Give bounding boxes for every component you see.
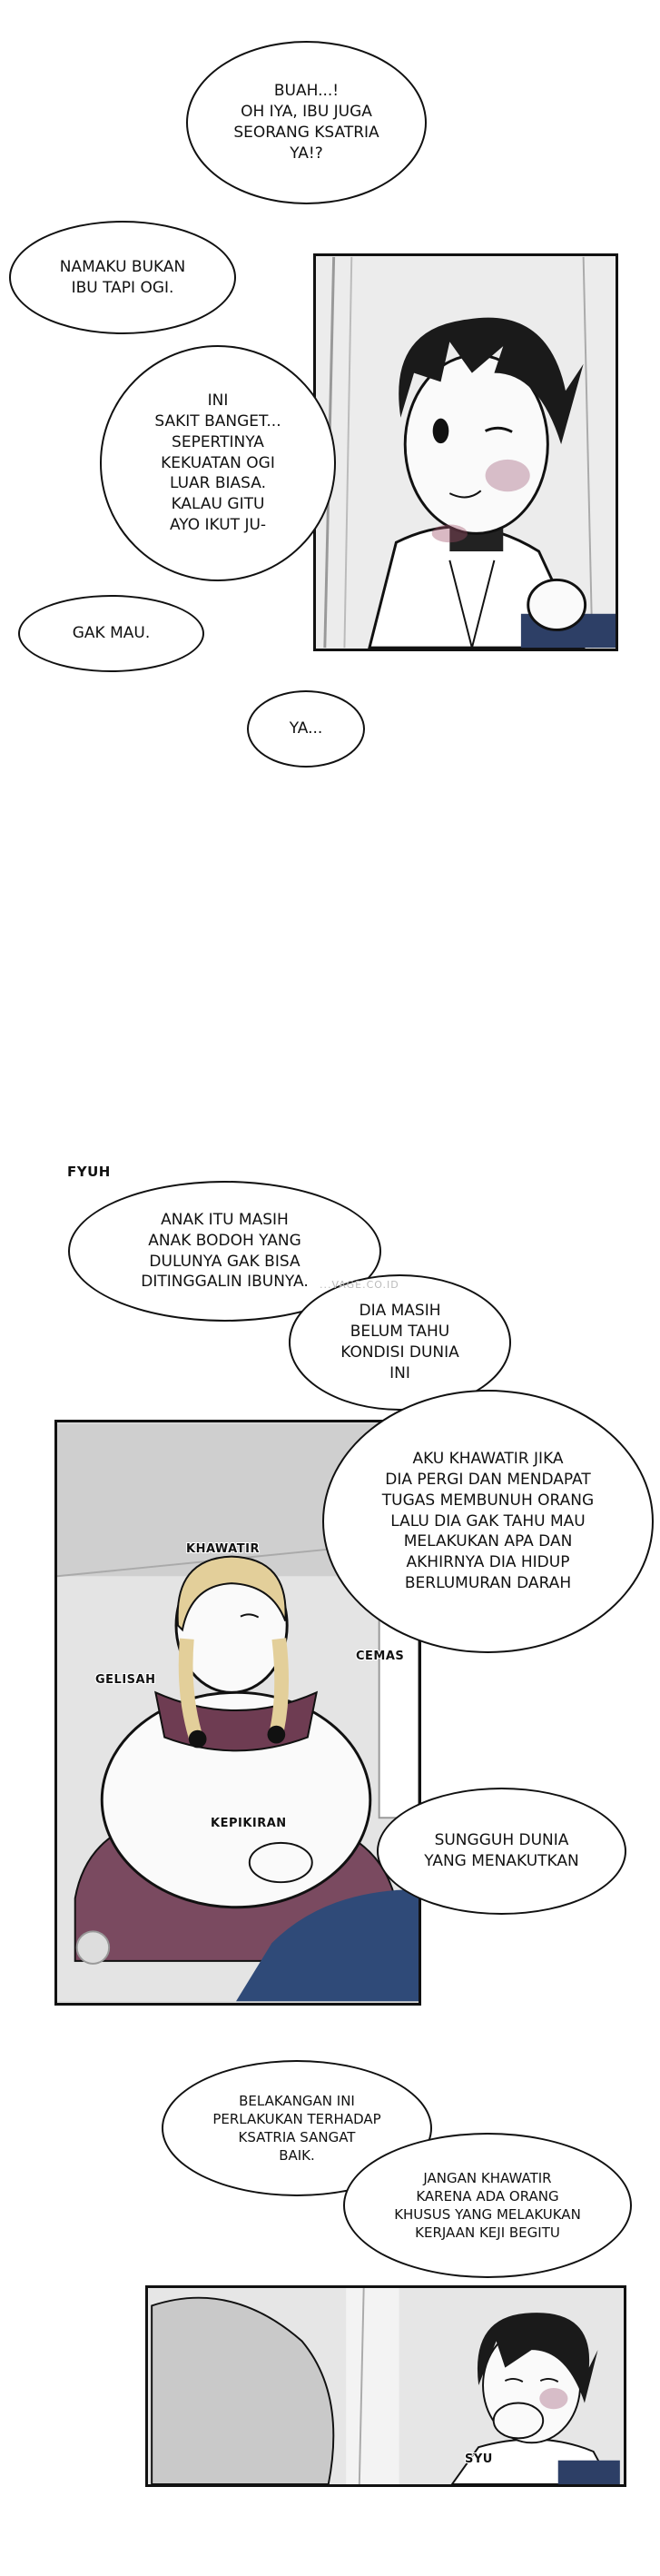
speech-bubble-namaku bbox=[9, 221, 236, 334]
speech-text: JANGAN KHAWATIR KARENA ADA ORANG KHUSUS YANG MELAKUKAN KERJAAN KEJI BEGITU bbox=[394, 2169, 581, 2242]
speech-text: NAMAKU BUKAN IBU TAPI OGI. bbox=[59, 257, 186, 297]
speech-text: YA... bbox=[289, 719, 323, 738]
speech-text: AKU KHAWATIR JIKA DIA PERGI DAN MENDAPAT TUGAS MEMBUNUH ORANG LALU DIA GAK TAHU MAU MELAKUKAN APA DAN AKHIRNYA DIA HIDUP BERLUMURAN DARAH bbox=[381, 1449, 595, 1593]
sfx-khawatir: KHAWATIR bbox=[186, 1542, 260, 1556]
panel-boy-covering-mouth-art bbox=[148, 2288, 624, 2484]
speech-bubble-aku-khawatir bbox=[322, 1390, 654, 1653]
sfx-fyuh: FYUH bbox=[67, 1164, 111, 1180]
speech-bubble-jangan-khawatir bbox=[343, 2133, 632, 2278]
panel-boy-bruised-art bbox=[316, 256, 616, 649]
sfx-gelisah: GELISAH bbox=[95, 1673, 156, 1687]
sfx-cemas: CEMAS bbox=[356, 1650, 405, 1663]
sfx-kepikiran: KEPIKIRAN bbox=[211, 1817, 287, 1830]
speech-bubble-sungguh-dunia bbox=[377, 1788, 626, 1915]
speech-text: SUNGGUH DUNIA YANG MENAKUTKAN bbox=[424, 1831, 579, 1870]
speech-bubble-sakit-banget bbox=[100, 345, 336, 581]
speech-bubble-buah bbox=[186, 41, 427, 204]
sfx-syu: SYU bbox=[465, 2452, 493, 2466]
speech-text: BELAKANGAN INI PERLAKUKAN TERHADAP KSATRIA SANGAT BAIK. bbox=[212, 2092, 381, 2165]
speech-bubble-gak-mau bbox=[18, 595, 204, 672]
panel-boy-covering-mouth bbox=[145, 2285, 626, 2487]
panel-boy-bruised bbox=[313, 253, 618, 651]
speech-text: BUAH...! OH IYA, IBU JUGA SEORANG KSATRIA YA!? bbox=[233, 82, 379, 163]
watermark-text: ...VAGE.CO.ID bbox=[320, 1279, 399, 1291]
speech-text: ANAK ITU MASIH ANAK BODOH YANG DULUNYA GAK BISA DITINGGALIN IBUNYA. bbox=[141, 1210, 309, 1292]
speech-bubble-ya bbox=[247, 690, 365, 768]
speech-text: GAK MAU. bbox=[72, 624, 151, 643]
speech-text: INI SAKIT BANGET... SEPERTINYA KEKUATAN OGI LUAR BIASA. KALAU GITU AYO IKUT JU- bbox=[154, 391, 281, 535]
speech-text: DIA MASIH BELUM TAHU KONDISI DUNIA INI bbox=[340, 1302, 459, 1382]
